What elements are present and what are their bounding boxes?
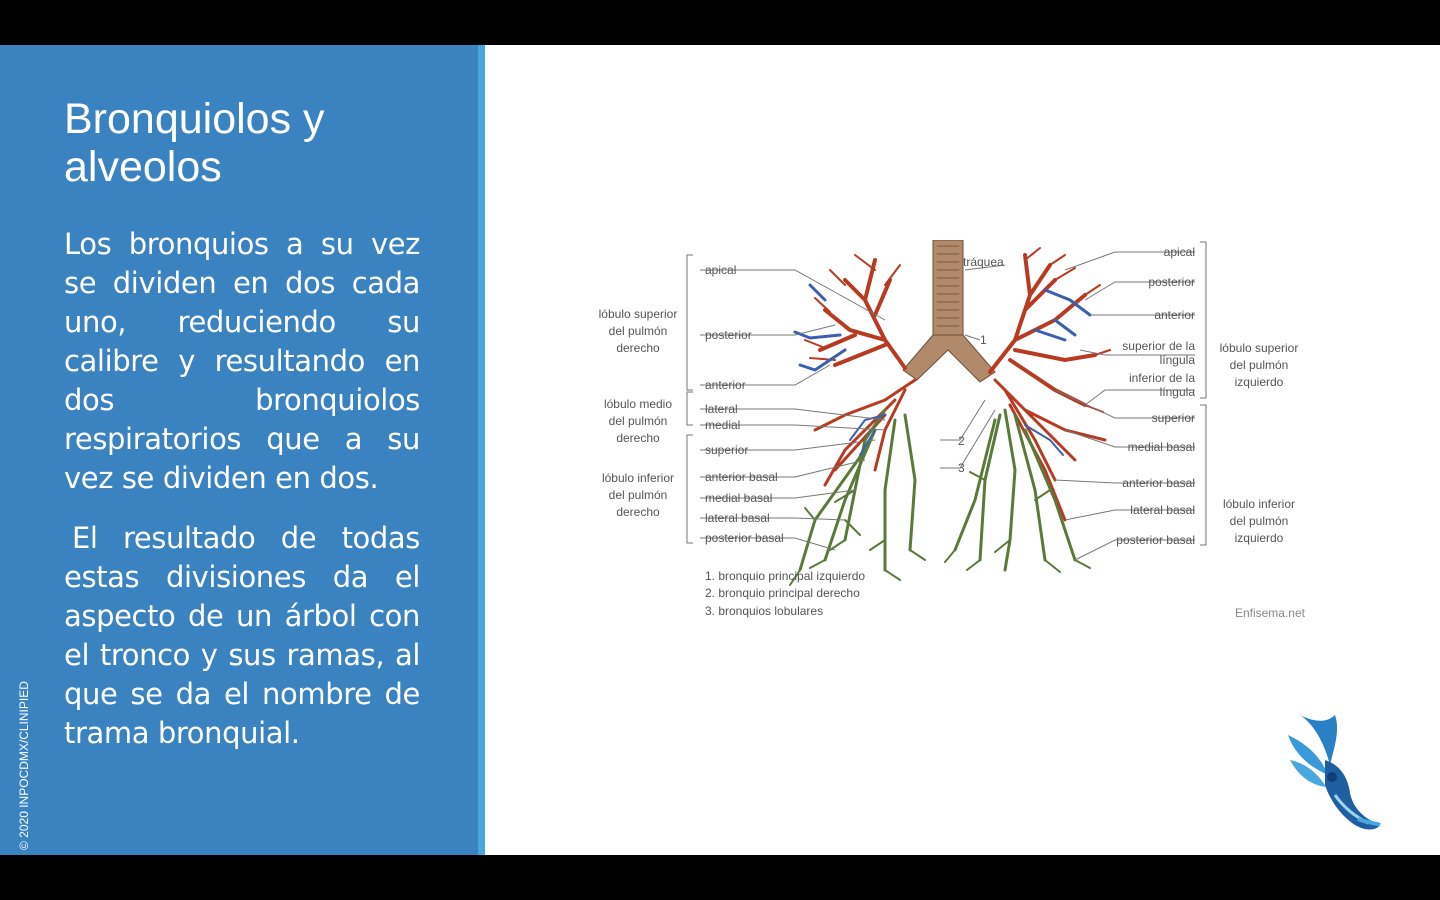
label-posterior-basal-r: posterior basal [705, 531, 784, 545]
label-inf-lingula-1: inferior de la [1128, 371, 1195, 385]
left-group-labels [599, 307, 678, 519]
label-sup-lingula-2: língula [1159, 353, 1195, 367]
label-trachea: tráquea [963, 255, 1004, 269]
right-group-labels [1220, 341, 1299, 545]
side-stripe [478, 45, 485, 855]
group-mid-r-1: lóbulo medio [603, 397, 673, 411]
label-posterior-basal-l: posterior basal [1116, 533, 1195, 547]
slide-title: Bronquiolos y alveolos [64, 95, 325, 191]
number-2: 2 [958, 434, 965, 448]
left-lung-branches [945, 248, 1110, 572]
label-anterior-l: anterior [1154, 308, 1195, 322]
right-segment-labels [1116, 245, 1195, 547]
group-inf-r-3: derecho [616, 505, 660, 519]
slide-body [64, 225, 420, 774]
copyright-notice: © 2020 INPOCDMX/CLINIPIED [17, 681, 31, 850]
slide [0, 45, 1440, 855]
paragraph-2: El resultado de todas estas divisiones da el aspecto de un árbol con el tronco y sus ramas, al que se da el nombre de trama bronquial. [64, 521, 420, 750]
label-superior-r: superior [705, 443, 749, 457]
label-apical-l: apical [1163, 245, 1195, 259]
group-sup-l-1: lóbulo superior [1219, 341, 1299, 355]
number-3: 3 [958, 461, 965, 475]
label-medial-r: medial [705, 418, 741, 432]
label-lateral-r: lateral [705, 402, 738, 416]
winged-foot-logo [1280, 705, 1390, 835]
legend-item-1: 1. bronquio principal izquierdo [705, 569, 866, 583]
bronchial-tree-diagram [585, 240, 1315, 635]
group-inf-l-3: izquierdo [1234, 531, 1284, 545]
group-sup-l-2: del pulmón [1229, 358, 1289, 372]
group-sup-r-1: lóbulo superior [598, 307, 678, 321]
label-anterior-basal-l: anterior basal [1122, 476, 1195, 490]
group-mid-r-2: del pulmón [608, 414, 668, 428]
left-segment-labels [705, 263, 784, 545]
label-anterior-r: anterior [705, 378, 746, 392]
group-sup-l-3: izquierdo [1234, 375, 1284, 389]
label-inf-lingula-2: língula [1159, 385, 1195, 399]
label-apical-r: apical [705, 263, 737, 277]
label-lateral-basal-r: lateral basal [705, 511, 770, 525]
diagram-source: Enfisema.net [1234, 606, 1305, 620]
paragraph-1: Los bronquios a su vez se dividen en dos cada uno, reduciendo su calibre y resultando en dos bronquiolos respiratorios que a su vez se dividen en dos. [64, 227, 420, 495]
legend-item-3: 3. bronquios lobulares [705, 604, 824, 618]
legend-item-2: 2. bronquio principal derecho [705, 586, 860, 600]
label-lateral-basal-l: lateral basal [1130, 503, 1195, 517]
group-sup-r-3: derecho [616, 341, 660, 355]
bottom-letterbox [0, 855, 1440, 900]
group-inf-r-2: del pulmón [608, 488, 668, 502]
diagram-legend [705, 569, 865, 618]
group-inf-r-1: lóbulo inferior [601, 471, 675, 485]
group-inf-l-1: lóbulo inferior [1222, 497, 1296, 511]
label-medial-basal-r: medial basal [705, 491, 773, 505]
group-inf-l-2: del pulmón [1229, 514, 1289, 528]
label-medial-basal-l: medial basal [1127, 440, 1195, 454]
label-sup-lingula-1: superior de la [1122, 339, 1195, 353]
label-anterior-basal-r: anterior basal [705, 470, 778, 484]
group-mid-r-3: derecho [616, 431, 660, 445]
number-1: 1 [980, 333, 987, 347]
group-sup-r-2: del pulmón [608, 324, 668, 338]
label-superior-l: superior [1151, 411, 1195, 425]
label-posterior-l: posterior [1148, 275, 1195, 289]
top-letterbox [0, 0, 1440, 45]
label-posterior-r: posterior [705, 328, 752, 342]
